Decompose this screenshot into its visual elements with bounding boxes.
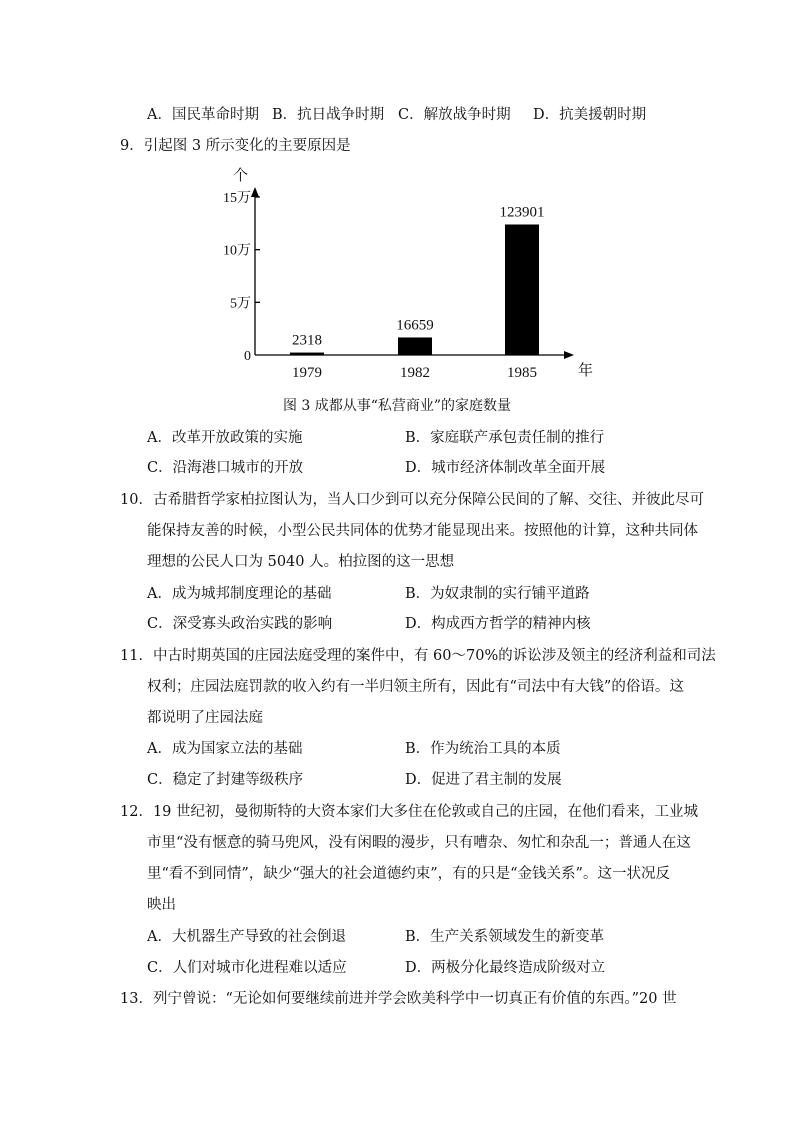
q8-option-c: C．解放战争时期 <box>398 107 511 123</box>
q13-stem-line-1: 13．列宁曾说：“无论如何要继续前进并学会欧美科学中一切真正有价值的东西。”20 世 <box>120 991 677 1007</box>
bar-data-label: 16659 <box>396 317 434 334</box>
q10-stem-line-3: 理想的公民人口为 5040 人。柏拉图的这一思想 <box>147 554 455 570</box>
bar-data-label: 123901 <box>499 204 545 221</box>
q11-stem-line-3: 都说明了庄园法庭 <box>147 710 263 726</box>
q8-option-b: B．抗日战争时期 <box>272 107 385 123</box>
q11-option-a: A．成为国家立法的基础 <box>147 741 303 757</box>
y-tick-label: 15万 <box>223 191 251 206</box>
q9-stem: 9．引起图 3 所示变化的主要原因是 <box>120 138 351 154</box>
q12-option-a: A．大机器生产导致的社会倒退 <box>147 929 346 945</box>
q10-option-a: A．成为城邦制度理论的基础 <box>147 586 332 602</box>
y-tick-label: 5万 <box>230 296 251 312</box>
chart-bars <box>290 224 539 355</box>
q12-option-c: C．人们对城市化进程难以适应 <box>147 960 347 976</box>
x-axis-unit-label: 年 <box>578 363 594 379</box>
bar <box>398 337 432 355</box>
q12-stem-line-4: 映出 <box>147 897 176 913</box>
q12-option-d: D．两极分化最终造成阶级对立 <box>405 960 606 976</box>
q9-figure-caption: 图 3 成都从事“私营商业”的家庭数量 <box>282 398 512 414</box>
q9-option-c: C．沿海港口城市的开放 <box>147 460 304 476</box>
bar-data-label: 2318 <box>292 332 322 349</box>
bar-chart <box>220 160 594 385</box>
q10-option-c: C．深受寡头政治实践的影响 <box>147 616 333 632</box>
q8-option-a: A．国民革命时期 <box>147 107 259 123</box>
q11-stem-line-2: 权利；庄园法庭罚款的收入约有一半归领主所有，因此有“司法中有大钱”的俗语。这 <box>147 679 684 695</box>
x-tick-label: 1985 <box>507 365 537 381</box>
q10-option-d: D．构成西方哲学的精神内核 <box>405 616 591 632</box>
q12-stem-line-1: 12．19 世纪初，曼彻斯特的大资本家们大多住在伦敦或自己的庄园，在他们看来，工业城 <box>120 804 699 820</box>
y-tick-label: 0 <box>244 349 251 364</box>
q11-option-d: D．促进了君主制的发展 <box>405 772 562 788</box>
bar <box>505 224 539 355</box>
y-axis-unit-label: 个 <box>233 168 249 184</box>
q12-stem-line-2: 市里“没有惬意的骑马兜风，没有闲暇的漫步，只有嘈杂、匆忙和杂乱一；普通人在这 <box>147 835 691 851</box>
q8-option-d: D．抗美援朝时期 <box>533 107 647 123</box>
y-tick-label: 10万 <box>223 243 251 259</box>
q10-option-b: B．为奴隶制的实行铺平道路 <box>405 586 590 602</box>
q10-stem-line-2: 能保持友善的时候，小型公民共同体的优势才能显现出来。按照他的计算，这种共同体 <box>147 523 698 539</box>
q11-stem-line-1: 11．中古时期英国的庄园法庭受理的案件中，有 60～70%的诉讼涉及领主的经济利益和司法 <box>120 648 716 664</box>
q12-option-b: B．生产关系领域发生的新变革 <box>405 929 605 945</box>
q11-option-b: B．作为统治工具的本质 <box>405 741 561 757</box>
q9-option-d: D．城市经济体制改革全面开展 <box>405 460 606 476</box>
q9-option-a: A．改革开放政策的实施 <box>147 430 303 446</box>
q10-stem-line-1: 10．古希腊哲学家柏拉图认为，当人口少到可以充分保障公民间的了解、交往、并彼此尽可 <box>120 492 704 508</box>
x-tick-label: 1982 <box>400 365 430 381</box>
x-tick-label: 1979 <box>292 365 322 381</box>
q9-option-b: B．家庭联产承包责任制的推行 <box>405 430 605 446</box>
x-axis-arrow <box>564 351 574 359</box>
bar <box>290 353 324 355</box>
y-axis-arrow <box>251 187 259 197</box>
q11-option-c: C．稳定了封建等级秩序 <box>147 772 304 788</box>
q12-stem-line-3: 里“看不到同情”，缺少“强大的社会道德约束”，有的只是“金钱关系”。这一状况反 <box>147 866 670 882</box>
